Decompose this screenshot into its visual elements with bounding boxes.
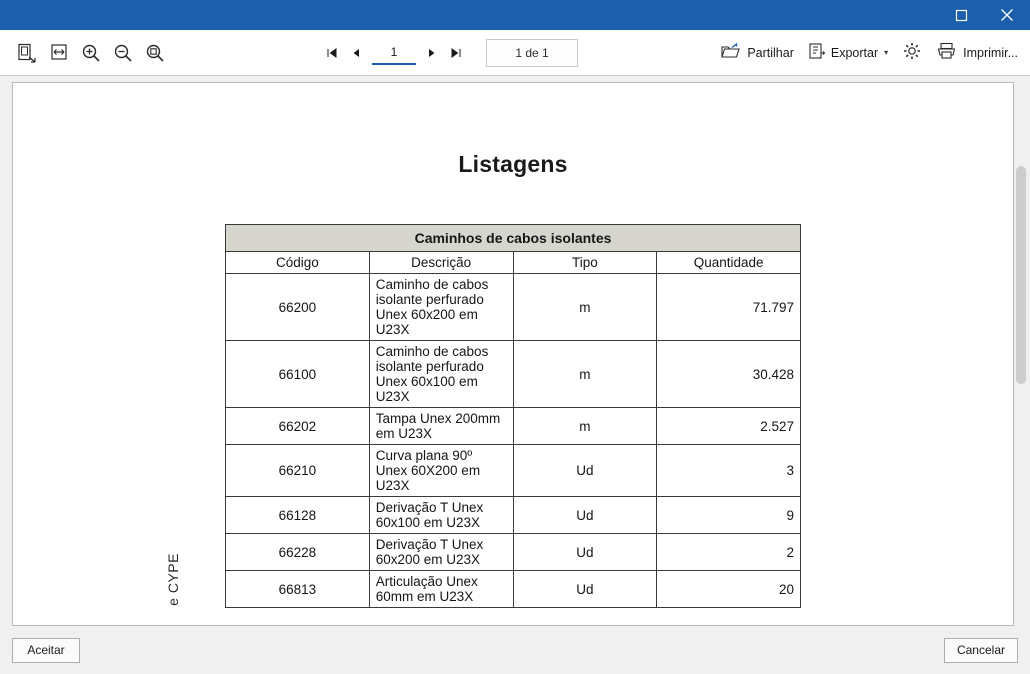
cell-quantidade: 2.527 — [657, 408, 801, 445]
maximize-button[interactable] — [938, 0, 984, 30]
column-header-quantidade: Quantidade — [657, 252, 801, 274]
cell-codigo: 66228 — [226, 534, 370, 571]
page-title: Listagens — [458, 151, 568, 177]
close-button[interactable] — [984, 0, 1030, 30]
cell-codigo: 66200 — [226, 274, 370, 341]
printer-icon — [936, 41, 958, 64]
column-header-tipo: Tipo — [513, 252, 657, 274]
title-bar — [0, 0, 1030, 30]
share-icon — [720, 41, 742, 64]
watermark-label: e CYPE — [165, 553, 181, 606]
cell-codigo: 66128 — [226, 497, 370, 534]
report-page — [12, 82, 1014, 626]
page-fit-icon[interactable] — [14, 39, 40, 67]
cell-codigo: 66813 — [226, 571, 370, 608]
table-row — [226, 445, 801, 497]
previous-page-button[interactable] — [346, 41, 366, 65]
cell-codigo: 66202 — [226, 408, 370, 445]
table-row — [226, 571, 801, 608]
cell-descricao: Caminho de cabos isolante perfurado Unex 60x200 em U23X — [369, 274, 513, 341]
scrollbar-thumb[interactable] — [1016, 166, 1026, 384]
export-button[interactable] — [806, 38, 890, 68]
share-button[interactable] — [718, 38, 796, 68]
cell-tipo: Ud — [513, 534, 657, 571]
table-group-header: Caminhos de cabos isolantes — [226, 225, 801, 252]
report-table — [225, 224, 801, 608]
cell-tipo: m — [513, 274, 657, 341]
cell-descricao: Tampa Unex 200mm em U23X — [369, 408, 513, 445]
cell-descricao: Curva plana 90º Unex 60X200 em U23X — [369, 445, 513, 497]
print-button[interactable] — [934, 38, 1020, 68]
document-area — [0, 76, 1030, 626]
cell-tipo: m — [513, 408, 657, 445]
column-header-descricao: Descrição — [369, 252, 513, 274]
viewer-toolbar — [0, 30, 1030, 76]
cell-descricao: Articulação Unex 60mm em U23X — [369, 571, 513, 608]
dialog-footer — [0, 626, 1030, 674]
cell-quantidade: 30.428 — [657, 341, 801, 408]
cell-quantidade: 9 — [657, 497, 801, 534]
page-total-label: 1 de 1 — [486, 39, 578, 67]
table-row — [226, 497, 801, 534]
first-page-button[interactable] — [322, 41, 342, 65]
cell-codigo: 66210 — [226, 445, 370, 497]
accept-button[interactable]: Aceitar — [12, 638, 80, 663]
table-row — [226, 341, 801, 408]
maximize-icon — [955, 9, 968, 22]
last-page-button[interactable] — [446, 41, 466, 65]
settings-button[interactable] — [900, 38, 924, 68]
vertical-scrollbar[interactable] — [1014, 152, 1028, 578]
cell-codigo: 66100 — [226, 341, 370, 408]
cell-quantidade: 71.797 — [657, 274, 801, 341]
page-navigation — [322, 39, 578, 67]
zoom-out-icon[interactable] — [110, 39, 136, 67]
toolbar-right-group — [718, 38, 1020, 68]
cell-quantidade: 2 — [657, 534, 801, 571]
gear-icon — [902, 41, 922, 64]
cell-tipo: Ud — [513, 445, 657, 497]
page-number-input[interactable] — [372, 41, 416, 65]
cell-tipo: m — [513, 341, 657, 408]
zoom-in-icon[interactable] — [78, 39, 104, 67]
page-width-icon[interactable] — [46, 39, 72, 67]
share-label: Partilhar — [747, 45, 794, 60]
export-icon — [808, 41, 826, 64]
print-label: Imprimir... — [963, 45, 1018, 60]
cell-quantidade: 3 — [657, 445, 801, 497]
table-row — [226, 408, 801, 445]
cell-quantidade: 20 — [657, 571, 801, 608]
cell-descricao: Derivação T Unex 60x200 em U23X — [369, 534, 513, 571]
toolbar-left-group — [0, 39, 168, 67]
close-icon — [1000, 8, 1014, 22]
cancel-button[interactable]: Cancelar — [944, 638, 1018, 663]
table-row — [226, 274, 801, 341]
next-page-button[interactable] — [422, 41, 442, 65]
chevron-down-icon: ▾ — [884, 48, 889, 57]
cell-descricao: Derivação T Unex 60x100 em U23X — [369, 497, 513, 534]
export-label: Exportar — [830, 45, 879, 60]
zoom-reset-icon[interactable] — [142, 39, 168, 67]
table-row — [226, 534, 801, 571]
cell-tipo: Ud — [513, 497, 657, 534]
cell-descricao: Caminho de cabos isolante perfurado Unex 60x100 em U23X — [369, 341, 513, 408]
cell-tipo: Ud — [513, 571, 657, 608]
column-header-codigo: Código — [226, 252, 370, 274]
